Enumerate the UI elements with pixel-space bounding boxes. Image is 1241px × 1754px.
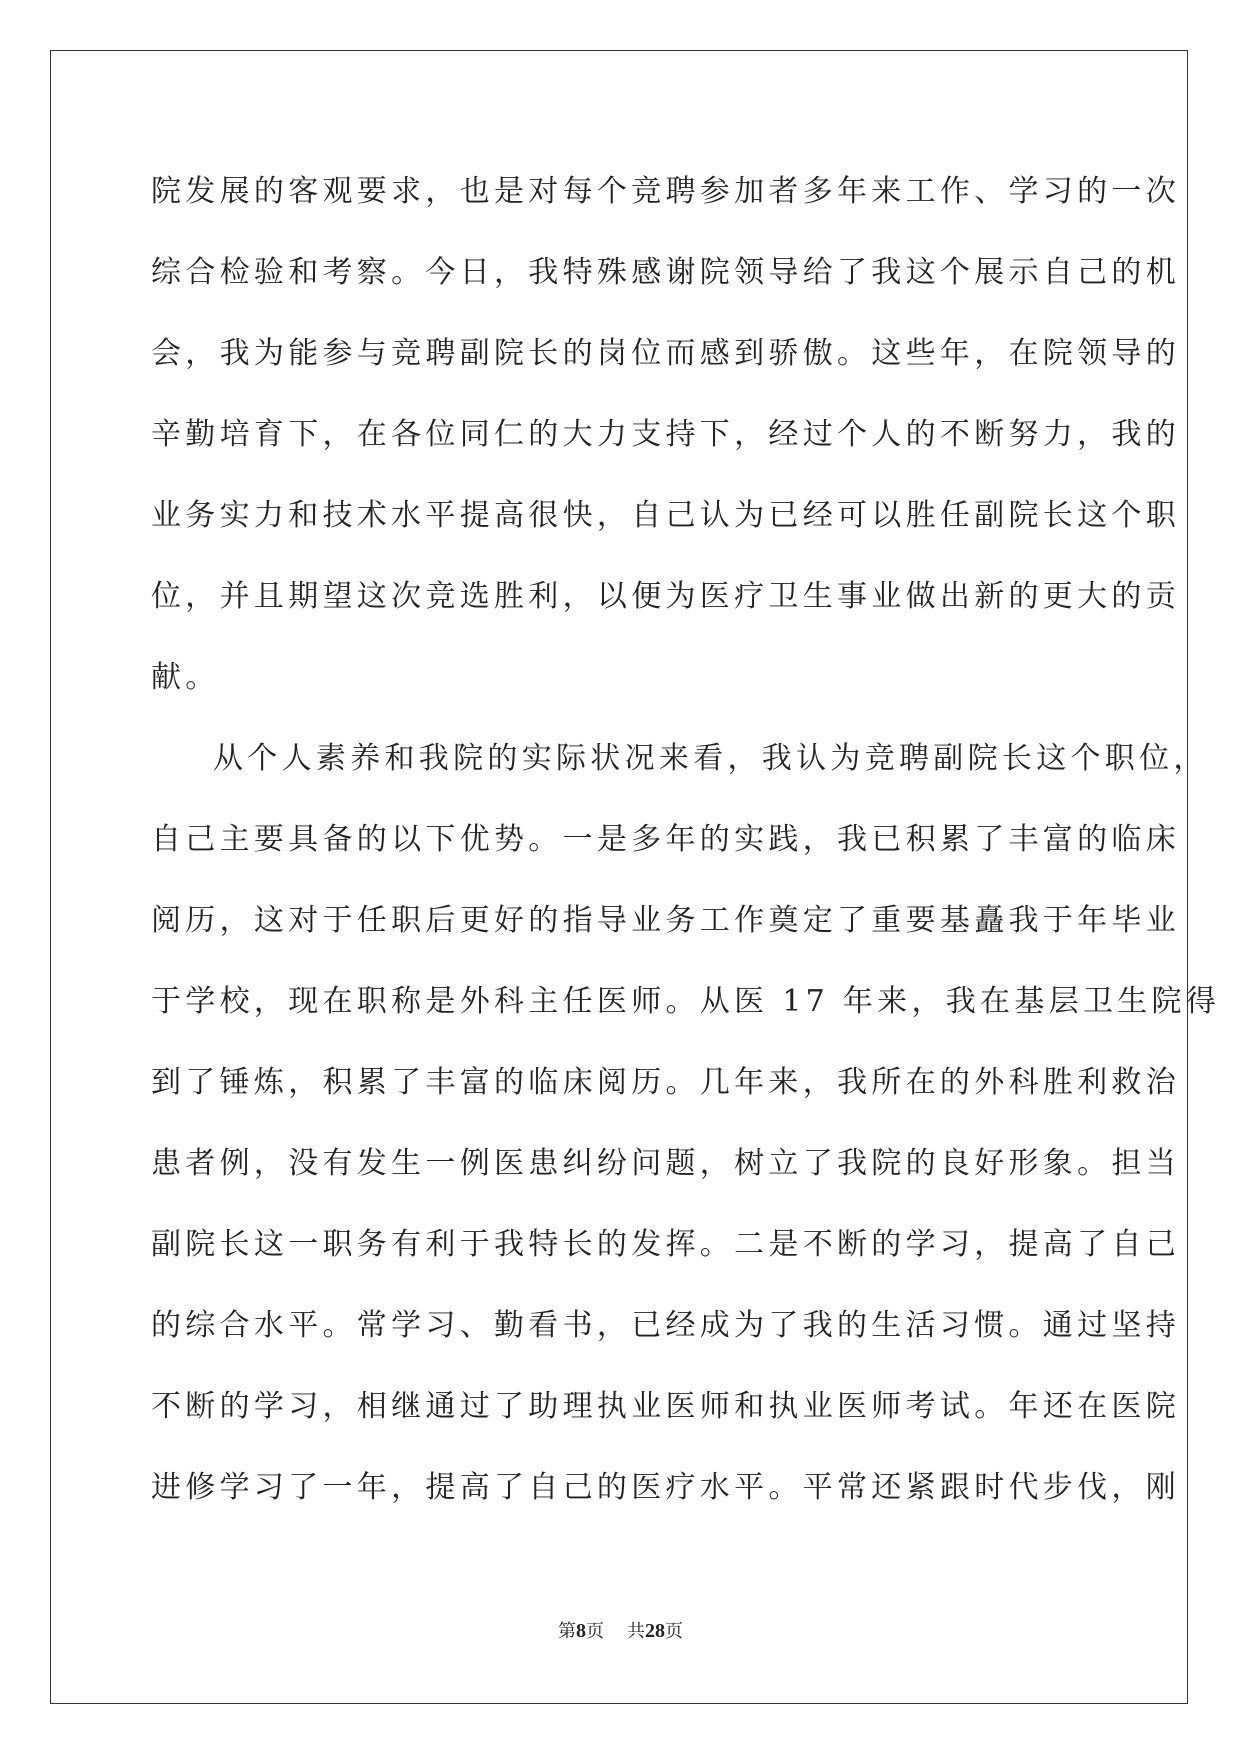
text-line: 进修学习了一年，提高了自己的医疗水平。平常还紧跟时代步伐，刚 (151, 1470, 1180, 1505)
text-line: 位，并且期望这次竞选胜利，以便为医疗卫生事业做出新的更大的贡 (151, 579, 1180, 614)
text-line: 院发展的客观要求，也是对每个竞聘参加者多年来工作、学习的一次 (151, 174, 1180, 209)
text-line: 献。 (151, 660, 220, 695)
footer-page-prefix: 第 (558, 1621, 577, 1642)
text-line: 患者例，没有发生一例医患纠纷问题，树立了我院的良好形象。担当 (151, 1146, 1180, 1181)
footer-total-number: 28 (644, 1620, 665, 1642)
text-line: 业务实力和技术水平提高很快，自己认为已经可以胜任副院长这个职 (151, 498, 1180, 533)
text-line: 从个人素养和我院的实际状况来看，我认为竞聘副院长这个职位， (213, 741, 1208, 776)
text-line: 不断的学习，相继通过了助理执业医师和执业医师考试。年还在医院 (151, 1389, 1180, 1424)
text-line: 副院长这一职务有利于我特长的发挥。二是不断的学习，提高了自己 (151, 1227, 1180, 1262)
document-body (151, 165, 1221, 1542)
text-line: 自己主要具备的以下优势。一是多年的实践，我已积累了丰富的临床 (151, 822, 1180, 857)
text-line: 到了锤炼，积累了丰富的临床阅历。几年来，我所在的外科胜利救治 (151, 1065, 1180, 1100)
footer-page-number: 8 (576, 1620, 587, 1642)
text-line: 于学校，现在职称是外科主任医师。从医 17 年来，我在基层卫生院得 (151, 984, 1221, 1019)
footer-page-suffix: 页 (586, 1621, 605, 1642)
text-line: 阅历，这对于任职后更好的指导业务工作奠定了重要基矗我于年毕业 (151, 903, 1180, 938)
text-line: 的综合水平。常学习、勤看书，已经成为了我的生活习惯。通过坚持 (151, 1308, 1180, 1343)
footer-total-suffix: 页 (664, 1621, 683, 1642)
footer-total-prefix: 共 (626, 1621, 645, 1642)
text-line: 综合检验和考察。今日，我特殊感谢院领导给了我这个展示自己的机 (151, 255, 1180, 290)
text-line: 会，我为能参与竞聘副院长的岗位而感到骄傲。这些年，在院领导的 (151, 336, 1180, 371)
text-line: 辛勤培育下，在各位同仁的大力支持下，经过个人的不断努力，我的 (151, 417, 1180, 452)
page-footer (0, 1617, 1241, 1643)
